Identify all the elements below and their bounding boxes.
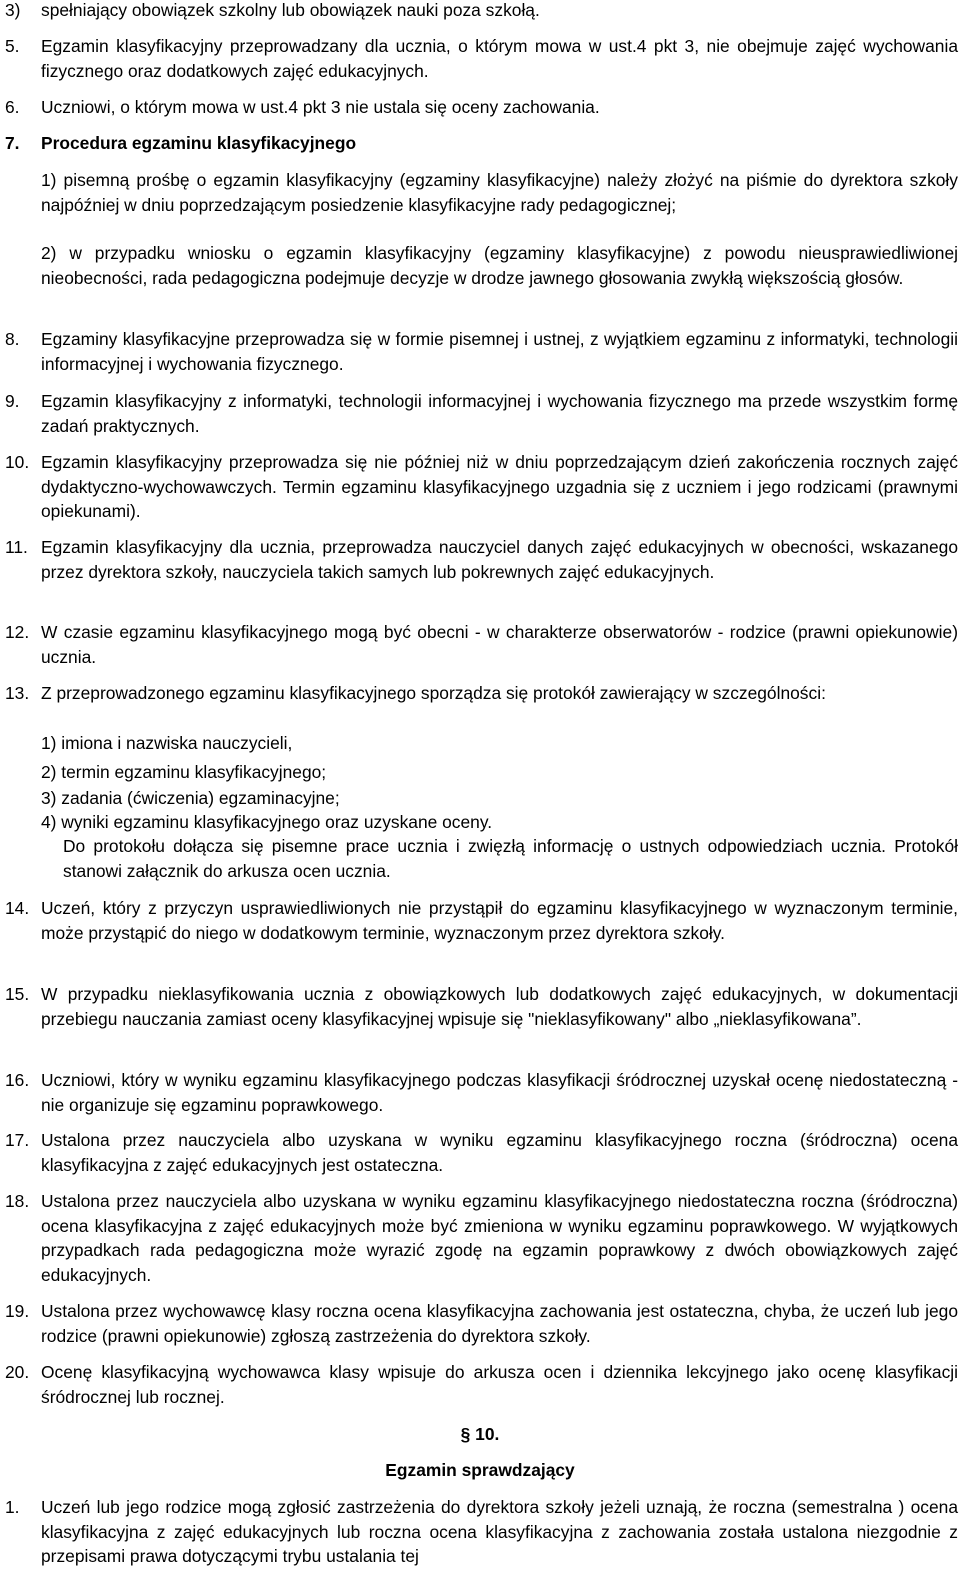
item-text: Egzamin klasyfikacyjny przeprowadza się nie później niż w dniu poprzedzającym dzień zakończenia rocznych zajęć dydaktyczno-wychowawczych. Termin egzaminu klasyfikacyjnego uzgadnia się z uczniem i jego rodzicami (prawnymi opiekunami). xyxy=(41,452,958,522)
item-number: 3) xyxy=(5,0,21,20)
item-text: spełniający obowiązek szkolny lub obowiązek nauki poza szkołą. xyxy=(41,0,540,20)
item-number: 1. xyxy=(5,1497,20,1517)
item-number: 13. xyxy=(5,683,30,703)
item-number: 16. xyxy=(5,1070,30,1090)
item-text: Uczniowi, o którym mowa w ust.4 pkt 3 nie ustala się oceny zachowania. xyxy=(41,97,600,117)
sub-item-text: 2) termin egzaminu klasyfikacyjnego; xyxy=(41,762,327,782)
item-number: 12. xyxy=(5,622,30,642)
item-text: Ustalona przez nauczyciela albo uzyskana w wyniku egzaminu klasyfikacyjnego roczna (śródroczna) ocena klasyfikacyjna z zajęć edukacyjnych jest ostateczna. xyxy=(41,1130,958,1175)
item-number: 9. xyxy=(5,391,20,411)
sub-item-text: 3) zadania (ćwiczenia) egzaminacyjne; xyxy=(41,788,340,808)
item-number: 8. xyxy=(5,329,20,349)
item-number: 14. xyxy=(5,898,30,918)
section-paragraph-number: § 10. xyxy=(460,1424,500,1444)
note-text: Do protokołu dołącza się pisemne prace ucznia i zwięzłą informację o ustnych odpowiedziach ucznia. Protokół stanowi załącznik do arkusza ocen ucznia. xyxy=(63,836,958,881)
item-text: Egzamin klasyfikacyjny dla ucznia, przeprowadza nauczyciel danych zajęć edukacyjnych w obecności, wskazanego przez dyrektora szkoły, nauczyciela takich samych lub pokrewnych zajęć edukacyjnych. xyxy=(41,537,958,582)
item-text: Z przeprowadzonego egzaminu klasyfikacyjnego sporządza się protokół zawierający w szczególności: xyxy=(41,683,826,703)
item-number: 11. xyxy=(5,537,28,557)
item-text: Ustalona przez nauczyciela albo uzyskana w wyniku egzaminu klasyfikacyjnego niedostateczna roczna (śródroczna) ocena klasyfikacyjna z zajęć edukacyjnych może być zmieniona w wyniku egzaminu poprawkowego. W wyjątkowych przypadkach rada pedagogiczna może wyrazić zgodę na egzamin poprawkowy z dwóch obowiązkowych zajęć edukacyjnych. xyxy=(41,1191,958,1285)
section-title: Egzamin sprawdzający xyxy=(385,1460,575,1480)
item-number: 10. xyxy=(5,452,30,472)
sub-item-text: 4) wyniki egzaminu klasyfikacyjnego oraz uzyskane oceny. xyxy=(41,812,493,832)
item-text: Uczeń lub jego rodzice mogą zgłosić zastrzeżenia do dyrektora szkoły jeżeli uznają, że roczna (semestralna ) ocena klasyfikacyjna z zajęć edukacyjnych lub roczna ocena klasyfikacyjna z zachowania została ustalona niezgodnie z przepisami prawa dotyczącymi trybu ustalania tej xyxy=(41,1497,958,1567)
item-number: 18. xyxy=(5,1191,30,1211)
sub-item-text: 1) imiona i nazwiska nauczycieli, xyxy=(41,733,293,753)
item-number: 20. xyxy=(5,1362,30,1382)
item-text: Egzamin klasyfikacyjny przeprowadzany dla ucznia, o którym mowa w ust.4 pkt 3, nie obejmuje zajęć wychowania fizycznego oraz dodatkowych zajęć edukacyjnych. xyxy=(41,36,958,81)
item-number: 19. xyxy=(5,1301,30,1321)
item-text: Ocenę klasyfikacyjną wychowawca klasy wpisuje do arkusza ocen i dziennika lekcyjnego jako ocenę klasyfikacji śródrocznej lub rocznej. xyxy=(41,1362,958,1407)
item-number: 17. xyxy=(5,1130,30,1150)
item-text: Egzamin klasyfikacyjny z informatyki, technologii informacyjnej i wychowania fizycznego ma przede wszystkim formę zadań praktycznych. xyxy=(41,391,958,436)
item-heading: Procedura egzaminu klasyfikacyjnego xyxy=(41,133,357,153)
item-text: Uczniowi, który w wyniku egzaminu klasyfikacyjnego podczas klasyfikacji śródrocznej uzyskał ocenę niedostateczną - nie organizuje się egzaminu poprawkowego. xyxy=(41,1070,958,1115)
item-text: Egzaminy klasyfikacyjne przeprowadza się w formie pisemnej i ustnej, z wyjątkiem egzaminu z informatyki, technologii informacyjnej i wychowania fizycznego. xyxy=(41,329,958,374)
sub-item-text: 1) pisemną prośbę o egzamin klasyfikacyjny (egzaminy klasyfikacyjne) należy złożyć na piśmie do dyrektora szkoły najpóźniej w dniu poprzedzającym posiedzenie klasyfikacyjne rady pedagogicznej; xyxy=(41,170,958,215)
item-text: W przypadku nieklasyfikowania ucznia z obowiązkowych lub dodatkowych zajęć edukacyjnych, w dokumentacji przebiegu nauczania zamiast oceny klasyfikacyjnej wpisuje się "nieklasyfikowany" albo „nieklasyfikowana”. xyxy=(41,984,958,1029)
item-number: 15. xyxy=(5,984,30,1004)
item-text: W czasie egzaminu klasyfikacyjnego mogą być obecni - w charakterze obserwatorów - rodzice (prawni opiekunowie) ucznia. xyxy=(41,622,958,667)
item-text: Ustalona przez wychowawcę klasy roczna ocena klasyfikacyjna zachowania jest ostateczna, chyba, że uczeń lub jego rodzice (prawni opiekunowie) zgłoszą zastrzeżenia do dyrektora szkoły. xyxy=(41,1301,958,1346)
item-number: 6. xyxy=(5,97,20,117)
item-number: 7. xyxy=(5,133,20,153)
item-text: Uczeń, który z przyczyn usprawiedliwionych nie przystąpił do egzaminu klasyfikacyjnego w wyznaczonym terminie, może przystąpić do niego w dodatkowym terminie, wyznaczonym przez dyrektora szkoły. xyxy=(41,898,958,943)
sub-item-text: 2) w przypadku wniosku o egzamin klasyfikacyjny (egzaminy klasyfikacyjne) z powodu nieusprawiedliwionej nieobecności, rada pedagogiczna podejmuje decyzje w drodze jawnego głosowania zwykłą większością głosów. xyxy=(41,243,958,288)
item-number: 5. xyxy=(5,36,20,56)
